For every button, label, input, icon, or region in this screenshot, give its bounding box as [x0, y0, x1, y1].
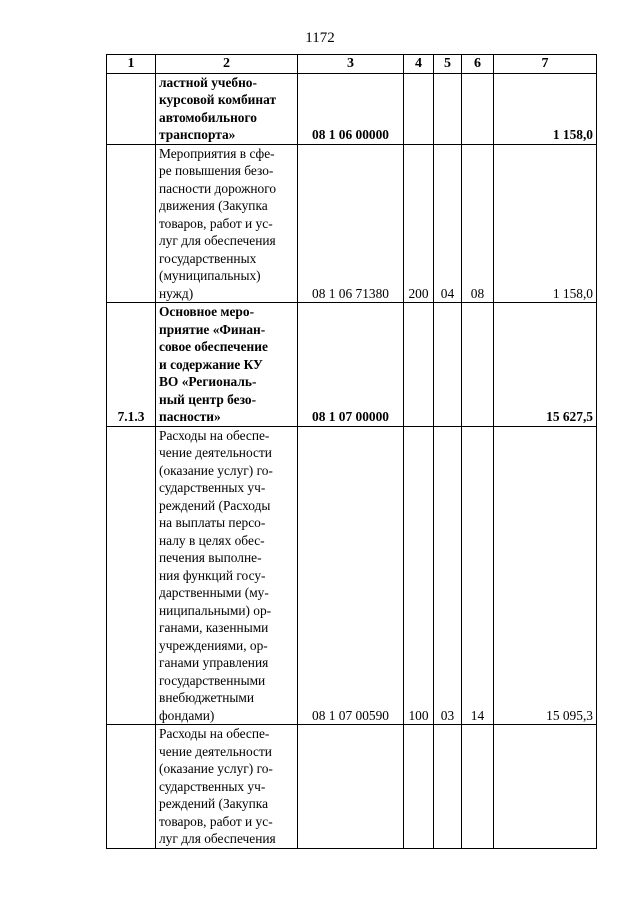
description-line: сударственных уч-	[159, 480, 266, 495]
description-line: ния функций госу-	[159, 567, 266, 583]
description-line: сударственных уч-	[159, 778, 266, 794]
table-body	[107, 73, 597, 848]
row-col5	[434, 303, 462, 427]
description-line: пасности»	[159, 409, 221, 424]
description-line: (муниципальных)	[159, 268, 261, 283]
description-line: реждений (Закупка	[159, 796, 269, 811]
page-number: 1172	[305, 30, 335, 46]
row-index	[107, 426, 156, 725]
description-line: приятие «Финан-	[159, 321, 266, 337]
row-code: 08 1 06 71380	[298, 144, 404, 303]
description-line: автомобильного	[159, 109, 257, 125]
description-line: товаров, работ и ус-	[159, 215, 273, 231]
row-description	[156, 725, 298, 849]
header-col-4: 4	[404, 55, 434, 74]
description-line: товаров, работ и ус-	[159, 813, 273, 829]
row-col5: 04	[434, 144, 462, 303]
description-line: транспорта»	[159, 127, 236, 142]
row-col6	[462, 73, 494, 144]
description-line: реждений (Расходы	[159, 497, 271, 513]
header-col-3: 3	[298, 55, 404, 74]
row-col4	[404, 303, 434, 427]
header-col-7: 7	[494, 55, 597, 74]
description-line: государственных	[159, 250, 257, 266]
description-line: ный центр безо-	[159, 391, 257, 407]
description-line: нужд)	[159, 285, 194, 301]
description-line: пасности дорожного	[159, 180, 277, 196]
description-line: и содержание КУ	[159, 356, 263, 372]
description-line: государственными	[159, 672, 266, 688]
description-line: учреждениями, ор-	[159, 637, 268, 653]
header-col-5: 5	[434, 55, 462, 74]
row-amount: 1 158,0	[494, 73, 597, 144]
row-col4	[404, 725, 434, 849]
row-index	[107, 73, 156, 144]
description-line: чение деятельности	[159, 743, 272, 759]
description-line: чение деятельности	[159, 445, 272, 460]
row-col4: 200	[404, 144, 434, 303]
row-code: 08 1 06 00000	[298, 73, 404, 144]
table-row	[107, 426, 597, 725]
description-line: Расходы на обеспе-	[159, 726, 270, 741]
description-line: курсовой комбинат	[159, 92, 277, 107]
table-row	[107, 725, 597, 849]
row-col5	[434, 73, 462, 144]
row-col6	[462, 303, 494, 427]
row-col6: 08	[462, 144, 494, 303]
description-line: совое обеспечение	[159, 339, 268, 354]
description-line: (оказание услуг) го-	[159, 462, 273, 478]
description-line: движения (Закупка	[159, 198, 268, 213]
description-line: луг для обеспечения	[159, 831, 276, 846]
description-line: ластной учебно-	[159, 74, 257, 90]
row-description	[156, 303, 298, 427]
row-description	[156, 144, 298, 303]
description-line: ганами управления	[159, 655, 269, 670]
row-amount: 15 627,5	[494, 303, 597, 427]
table-row	[107, 303, 597, 427]
description-line: дарственными (му-	[159, 585, 269, 600]
description-line: налу в целях обес-	[159, 532, 265, 548]
description-line: печения выполне-	[159, 550, 262, 565]
row-col5: 03	[434, 426, 462, 725]
description-line: ре повышения безо-	[159, 163, 274, 178]
budget-table	[106, 54, 597, 849]
row-index	[107, 144, 156, 303]
row-amount	[494, 725, 597, 849]
header-col-1: 1	[107, 55, 156, 74]
table-row	[107, 144, 597, 303]
description-line: Мероприятия в сфе-	[159, 145, 275, 161]
row-amount: 15 095,3	[494, 426, 597, 725]
description-line: ганами, казенными	[159, 620, 269, 635]
description-line: (оказание услуг) го-	[159, 761, 273, 776]
row-description	[156, 426, 298, 725]
description-line: луг для обеспечения	[159, 233, 276, 248]
row-code	[298, 725, 404, 849]
row-amount: 1 158,0	[494, 144, 597, 303]
header-col-6: 6	[462, 55, 494, 74]
row-code: 08 1 07 00590	[298, 426, 404, 725]
description-line: фондами)	[159, 707, 215, 723]
table-row	[107, 73, 597, 144]
description-line: Расходы на обеспе-	[159, 427, 270, 443]
description-line: внебюджетными	[159, 690, 255, 705]
row-col5	[434, 725, 462, 849]
row-description	[156, 73, 298, 144]
row-col6	[462, 725, 494, 849]
row-index: 7.1.3	[107, 303, 156, 427]
row-col4	[404, 73, 434, 144]
description-line: Основное меро-	[159, 304, 255, 319]
description-line: ВО «Региональ-	[159, 374, 257, 389]
row-col6: 14	[462, 426, 494, 725]
description-line: ниципальными) ор-	[159, 602, 272, 618]
table-header-row	[107, 55, 597, 74]
row-index	[107, 725, 156, 849]
row-col4: 100	[404, 426, 434, 725]
row-code: 08 1 07 00000	[298, 303, 404, 427]
header-col-2: 2	[156, 55, 298, 74]
description-line: на выплаты персо-	[159, 515, 266, 530]
